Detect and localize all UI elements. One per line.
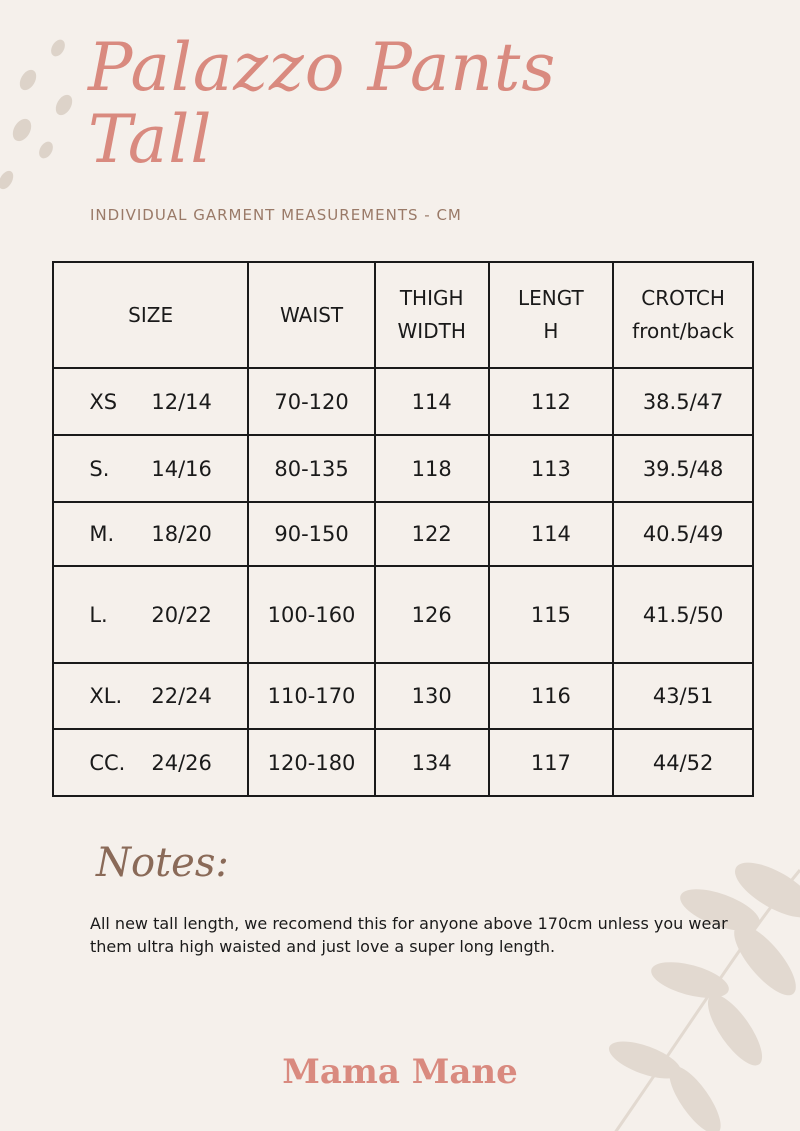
table-row	[53, 663, 753, 729]
cell-thigh: 118	[375, 435, 489, 502]
cell-crotch: 41.5/50	[613, 566, 753, 663]
page-title: Palazzo Pants Tall	[88, 29, 557, 178]
header-length-line1: LENGT	[518, 286, 584, 310]
table-row	[53, 368, 753, 435]
cell-thigh: 126	[375, 566, 489, 663]
table-header-row	[53, 262, 753, 368]
cell-size	[53, 502, 248, 566]
size-uk: 20/22	[151, 602, 212, 627]
table-row	[53, 566, 753, 663]
header-crotch	[613, 262, 753, 368]
cell-crotch: 43/51	[613, 663, 753, 729]
brand-logo: Mama Mane	[282, 1052, 518, 1092]
size-code: CC.	[89, 750, 126, 775]
page-subtitle: INDIVIDUAL GARMENT MEASUREMENTS - CM	[90, 206, 462, 224]
header-crotch-line1: CROTCH	[641, 286, 725, 310]
cell-waist: 80-135	[248, 435, 375, 502]
cell-waist: 90-150	[248, 502, 375, 566]
size-uk: 14/16	[151, 456, 212, 481]
notes-heading: Notes:	[96, 840, 229, 886]
cell-length: 117	[489, 729, 614, 796]
cell-size	[53, 368, 248, 435]
size-uk: 12/14	[151, 389, 212, 414]
header-thigh-line1: THIGH	[399, 286, 464, 310]
cell-waist: 120-180	[248, 729, 375, 796]
size-code: L.	[89, 602, 108, 627]
cell-crotch: 38.5/47	[613, 368, 753, 435]
header-size: SIZE	[53, 262, 248, 368]
header-thigh-width	[375, 262, 489, 368]
cell-thigh: 122	[375, 502, 489, 566]
size-uk: 24/26	[151, 750, 212, 775]
header-waist: WAIST	[248, 262, 375, 368]
table-row	[53, 502, 753, 566]
cell-length: 116	[489, 663, 614, 729]
cell-crotch: 40.5/49	[613, 502, 753, 566]
header-crotch-line2: front/back	[632, 319, 735, 343]
cell-length: 113	[489, 435, 614, 502]
cell-length: 115	[489, 566, 614, 663]
cell-thigh: 130	[375, 663, 489, 729]
cell-length: 114	[489, 502, 614, 566]
cell-size	[53, 663, 248, 729]
size-code: XL.	[89, 684, 123, 708]
header-thigh-line2: WIDTH	[397, 319, 466, 343]
cell-crotch: 39.5/48	[613, 435, 753, 502]
cell-size	[53, 435, 248, 502]
cell-waist: 100-160	[248, 566, 375, 663]
notes-text: All new tall length, we recomend this for anyone above 170cm unless you wear them ultra high waisted and just love a super long length.	[90, 914, 728, 956]
table-row	[53, 729, 753, 796]
size-uk: 18/20	[151, 522, 212, 546]
header-length-line2: H	[543, 319, 559, 343]
size-uk: 22/24	[151, 684, 212, 708]
cell-waist: 70-120	[248, 368, 375, 435]
table-row	[53, 435, 753, 502]
cell-thigh: 114	[375, 368, 489, 435]
cell-size	[53, 566, 248, 663]
size-code: S.	[89, 456, 110, 481]
cell-size	[53, 729, 248, 796]
cell-length: 112	[489, 368, 614, 435]
cell-crotch: 44/52	[613, 729, 753, 796]
size-code: XS	[89, 389, 118, 414]
cell-thigh: 134	[375, 729, 489, 796]
size-code: M.	[89, 522, 115, 546]
header-length	[489, 262, 614, 368]
size-chart-table	[52, 261, 754, 797]
cell-waist: 110-170	[248, 663, 375, 729]
